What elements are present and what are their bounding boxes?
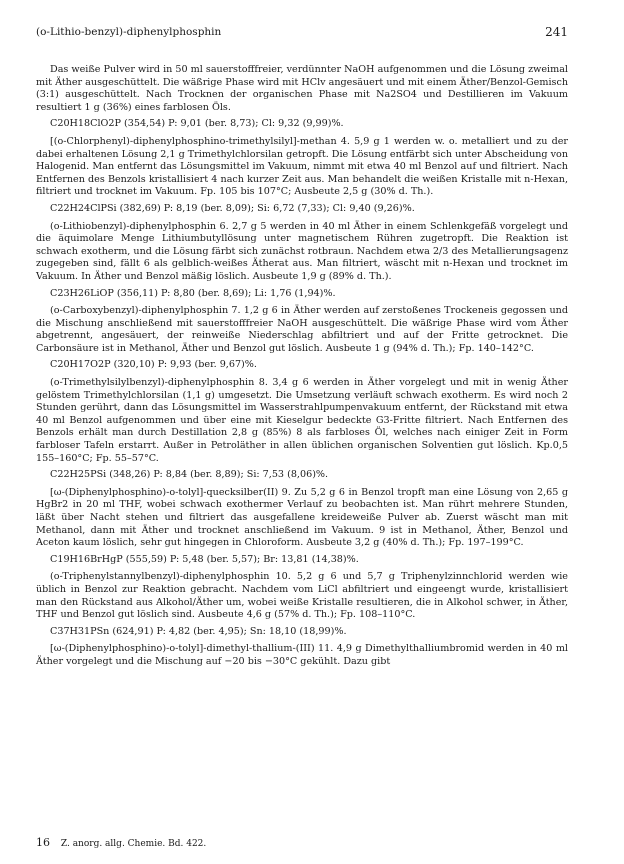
elemental-analysis: C20H17O2P (320,10) P: 9,93 (ber. 9,67)%. (50, 359, 257, 371)
paragraph: (o-Lithiobenzyl)-diphenylphosphin 6. 2,7 g 5 werden in 40 ml Äther in einem Schlenkgefäß vorgelegt und die äquimolare Menge Lithiumbutyllösung unter magnetischem Rühren zugetropft. Die Reaktion ist schwach exotherm, und die Lösung färbt sich zunächst rotbraun. Nachdem etwa 2/3 des Metallierungsagenz zugegeben sind, fällt 6 als gelblich-weißes Ätherat aus. Man filtriert, wäscht mit n-Hexan und trocknet im Vakuum. In Äther und Benzol mäßig löslich. Ausbeute 1,9 g (89% d. Th.). (36, 220, 568, 282)
paragraph: (o-Carboxybenzyl)-diphenylphosphin 7. 1,2 g 6 in Äther werden auf zerstoßenes Trockeneis gegossen und die Mischung anschließend mit sauerstofffreier NaOH ausgeschüttelt. Die wäßrige Phase wird vom Äther abgetrennt, angesäuert, der reinweiße Niederschlag abfiltriert und auf der Fritte getrocknet. Die Carbonsäure ist in Methanol, Äther und Benzol gut löslich. Ausbeute 1 g (94% d. Th.); Fp. 140–142°C. (36, 305, 568, 354)
paragraph: Das weiße Pulver wird in 50 ml sauerstofffreier, verdünnter NaOH aufgenommen und die Lösung zweimal mit Äther ausgeschüttelt. Die wäßrige Phase wird mit HClv angesäuert und mit einem Äther/Benzol-Gemisch (3:1) ausgeschüttelt. Nach Trocknen der organischen Phase mit Na2SO4 und Destillieren im Vakuum resultiert 1 g (36%) eines farblosen Öls. (36, 64, 569, 113)
elemental-analysis: C20H18ClO2P (354,54) P: 9,01 (ber. 8,73); Cl: 9,32 (9,99)%. (50, 118, 344, 130)
paragraph: (o-Trimethylsilylbenzyl)-diphenylphosphin 8. 3,4 g 6 werden in Äther vorgelegt und mit in wenig Äther gelöstem Trimethylchlorsilan (1,1 g) umgesetzt. Die Umsetzung verläuft schwach exotherm. Es wird noch 2 Stunden gerührt, dann das Lösungsmittel im Wasserstrahlpumpenvakuum entfernt, der Rückstand mit etwa 40 ml Benzol aufgenommen und über eine mit Kieselgur bedeckte G3-Fritte filtriert. Nach Entfernen des Benzols erhält man durch Destillation 2,8 g (85%) 8 als farbloses Öl, welches nach einiger Zeit in Form farbloser Tafeln erstarrt. Außer in Petroläther in allen üblichen organischen Solventien gut löslich. Kp.0,5 155–160°C; Fp. 55–57°C. (36, 377, 568, 464)
page-number: 241 (545, 25, 568, 39)
sheet-number: 16 (36, 836, 50, 849)
elemental-analysis: C22H25PSi (348,26) P: 8,84 (ber. 8,89); Si: 7,53 (8,06)%. (50, 469, 329, 481)
page-footer (36, 836, 206, 849)
paragraph: [ω-(Diphenylphosphino)-o-tolyl]-quecksilber(II) 9. Zu 5,2 g 6 in Benzol tropft man eine Lösung von 2,65 g HgBr2 in 20 ml THF, wobei schwach exothermer Verlauf zu beobachten ist. Man rührt mehrere Stunden, läßt über Nacht stehen und filtriert das ausgefallene kreideweiße Pulver ab. Zuerst wäscht man mit Methanol, dann mit Äther und trocknet anschließend im Vakuum. 9 ist in Methanol, Äther, Benzol und Aceton kaum löslich, sehr gut hingegen in Chloroform. Ausbeute 3,2 g (40% d. Th.); Fp. 197–199°C. (36, 486, 568, 549)
article-body (36, 64, 568, 673)
elemental-analysis: C37H31PSn (624,91) P: 4,82 (ber. 4,95); Sn: 18,10 (18,99)%. (50, 625, 347, 637)
elemental-analysis: C23H26LiOP (356,11) P: 8,80 (ber. 8,69); Li: 1,76 (1,94)%. (50, 287, 336, 299)
elemental-analysis: C19H16BrHgP (555,59) P: 5,48 (ber. 5,57); Br: 13,81 (14,38)%. (50, 553, 359, 565)
elemental-analysis: C22H24ClPSi (382,69) P: 8,19 (ber. 8,09); Si: 6,72 (7,33); Cl: 9,40 (9,26)%. (50, 202, 415, 214)
paragraph: (o-Triphenylstannylbenzyl)-diphenylphosphin 10. 5,2 g 6 und 5,7 g Triphenylzinnchlorid werden wie üblich in Benzol zur Reaktion gebracht. Nachdem vom LiCl abfiltriert und eingeengt wurde, kristallisiert man den Rückstand aus Alkohol/Äther um, wobei weiße Kristalle resultieren, die in Alkohol schwer, in Äther, THF und Benzol gut löslich sind. Ausbeute 4,6 g (57% d. Th.); Fp. 108–110°C. (36, 571, 568, 621)
journal-reference: Z. anorg. allg. Chemie. Bd. 422. (60, 839, 207, 849)
paragraph: [ω-(Diphenylphosphino)-o-tolyl]-dimethyl-thallium-(III) 11. 4,9 g Dimethylthalliumbromid werden in 40 ml Äther vorgelegt und die Mischung auf −20 bis −30°C gekühlt. Dazu gibt (36, 643, 568, 667)
paragraph: [(o-Chlorphenyl)-diphenylphosphino-trimethylsilyl]-methan 4. 5,9 g 1 werden w. o. metalliert und zu der dabei erhaltenen Lösung 2,1 g Trimethylchlorsilan getropft. Die Lösung entfärbt sich unter Abscheidung von Halogenid. Man entfernt das Lösungsmittel im Vakuum, nimmt mit etwa 40 ml Benzol auf und filtriert. Nach Entfernen des Benzols kristallisiert 4 nach kurzer Zeit aus. Man behandelt die weißen Kristalle mit n-Hexan, filtriert und trocknet im Vakuum. Fp. 105 bis 107°C; Ausbeute 2,5 g (30% d. Th.). (36, 135, 568, 198)
page-header (36, 26, 568, 42)
running-title: (o-Lithio-benzyl)-diphenylphosphin (36, 26, 222, 38)
